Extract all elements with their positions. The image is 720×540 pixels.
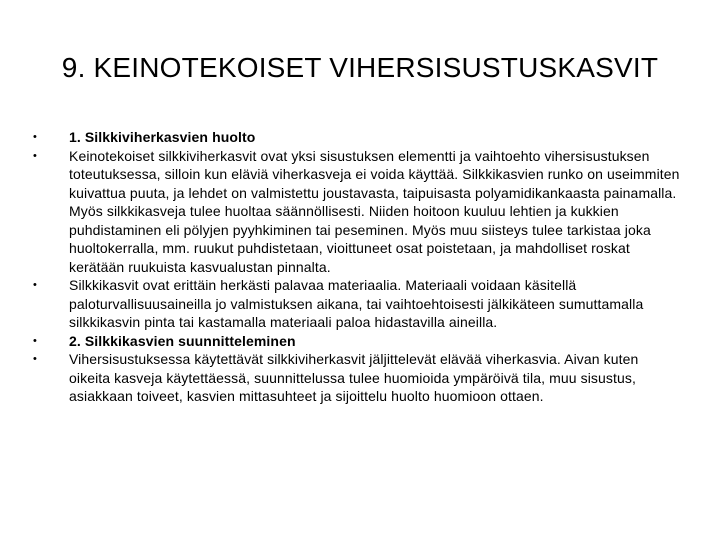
bullet-icon: •	[33, 279, 37, 291]
bullet-text: Vihersisustuksessa käytettävät silkkiviherkasvit jäljittelevät elävää viherkasvia. Aivan kuten oikeita kasveja käytettäessä, suunnittelussa tulee huomioida ympäröivä tila, muu sisustus, asiakkaan toiveet, kasvien mittasuhteet ja sijoittelu huolto huomioon ottaen.	[69, 351, 639, 404]
bullet-list	[30, 128, 680, 406]
bullet-item-paragraph-2	[30, 276, 680, 332]
bullet-icon: •	[33, 334, 37, 347]
bullet-item-paragraph-1	[30, 147, 680, 277]
bullet-item-paragraph-3	[30, 350, 680, 406]
bullet-item-heading-2	[30, 332, 680, 351]
bullet-text: Keinotekoiset silkkiviherkasvit ovat yksi sisustuksen elementti ja vaihtoehto vihersisustuksen toteutuksessa, silloin kun eläviä viherkasveja ei voida käyttää. Silkkikasvien runko on useimmiten kuivattua puuta, ja lehdet on valmistettu joustavasta, taipuisasta polyamidikankaasta painamalla. Myös silkkikasveja tulee huoltaa säännöllisesti. Niiden hoitoon kuuluu lehtien ja kukkien puhdistaminen eli pölyjen pyyhkiminen tai peseminen. Myös muu siisteys tulee tarkistaa joka huoltokerralla, mm. ruukut puhdistetaan, vioittuneet osat poistetaan, ja mahdolliset roskat kerätään ruukuista kasvualustan pinnalta.	[69, 147, 680, 275]
bullet-icon: •	[33, 353, 37, 365]
slide-title: 9. KEINOTEKOISET VIHERSISUSTUSKASVIT	[61, 52, 659, 83]
bullet-text: 1. Silkkiviherkasvien huolto	[69, 129, 256, 145]
bullet-text: Silkkikasvit ovat erittäin herkästi palavaa materiaalia. Materiaali voidaan käsitellä paloturvallisuusaineilla jo valmistuksen aikana, tai vaihtoehtoisesti jälkikäteen sumuttamalla silkkikasvin pinta tai kastamalla materiaali paloa hidastavilla aineilla.	[69, 277, 644, 330]
bullet-icon: •	[33, 149, 37, 162]
bullet-item-heading-1	[30, 128, 680, 147]
slide-content	[30, 128, 680, 406]
bullet-icon: •	[33, 131, 37, 143]
bullet-text: 2. Silkkikasvien suunnitteleminen	[69, 332, 296, 349]
